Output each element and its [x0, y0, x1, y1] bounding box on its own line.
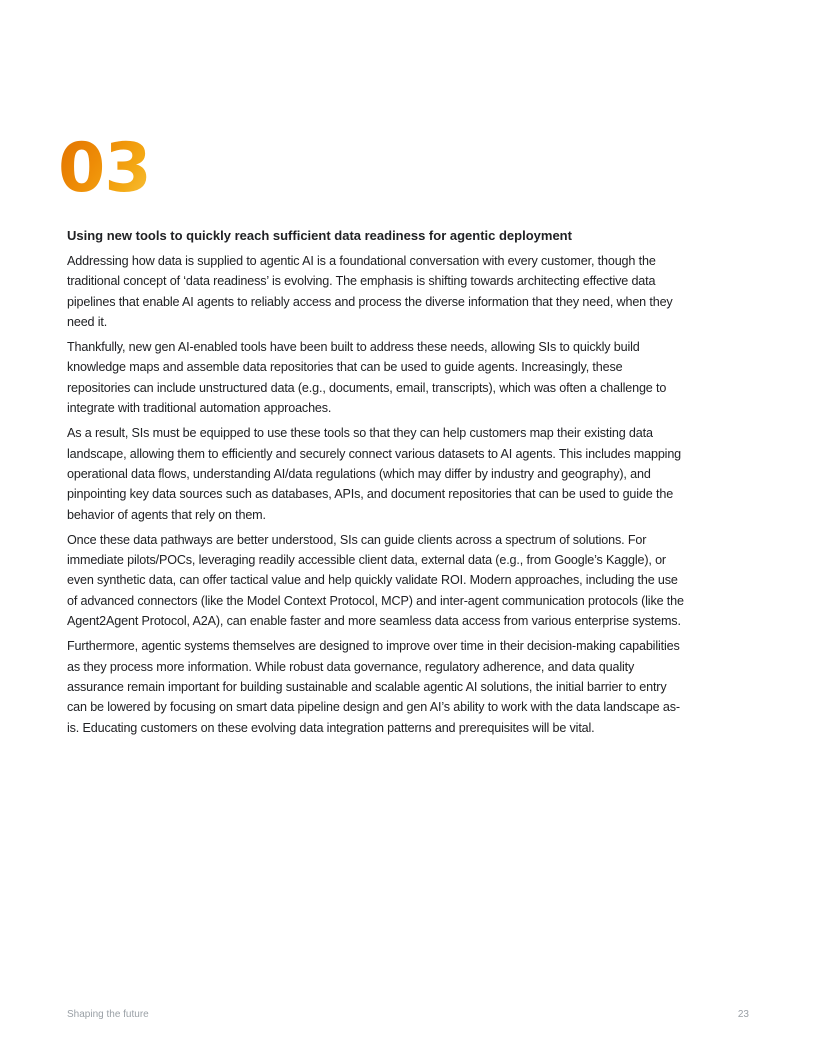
- paragraph-4: Once these data pathways are better understood, SIs can guide clients across a spectrum of solutions. For immediate pilots/POCs, leveraging readily accessible client data, external data (e.g., from Google’s Kaggle), or even synthetic data, can offer tactical value and help quickly validate ROI. Modern approaches, including the use of advanced connectors (like the Model Context Protocol, MCP) and inter-agent communication protocols (like the Agent2Agent Protocol, A2A), can enable faster and more seamless data access from various enterprise systems.: [67, 532, 684, 629]
- paragraph-2: Thankfully, new gen AI-enabled tools have been built to address these needs, allowing SIs to quickly build knowledge maps and assemble data repositories that can be used to guide agents. Increasingly, these repositories can include unstructured data (e.g., documents, email, transcripts), which was often a challenge to integrate with traditional automation approaches.: [67, 340, 667, 416]
- section-heading: Using new tools to quickly reach sufficient data readiness for agentic deployment: [67, 228, 572, 243]
- paragraph-3: As a result, SIs must be equipped to use these tools so that they can help customers map their existing data landscape, allowing them to efficiently and securely connect various datasets to AI agents. This includes mapping operational data flows, understanding AI/data regulations (which may differ by industry and geography), and pinpointing key data sources such as databases, APIs, and document repositories that can be used to guide the behavior of agents that rely on them.: [67, 426, 682, 522]
- paragraph-1: Addressing how data is supplied to agentic AI is a foundational conversation with every customer, though the traditional concept of ‘data readiness’ is evolving. The emphasis is shifting towards architecting effective data pipelines that enable AI agents to reliably access and process the diverse information that they need, when they need it.: [67, 254, 673, 329]
- page-number: 23: [737, 1009, 749, 1020]
- article-body: [67, 226, 687, 743]
- section-number: 03: [58, 126, 151, 212]
- footer-title: Shaping the future: [67, 1009, 149, 1020]
- paragraph-5: Furthermore, agentic systems themselves are designed to improve over time in their decision-making capabilities as they process more information. While robust data governance, regulatory adherence, and data quality assurance remain important for building sustainable and scalable agentic AI solutions, the initial barrier to entry can be lowered by focusing on smart data pipeline design and gen AI’s ability to work with the data landscape as-is. Educating customers on these evolving data integration patterns and prerequisites will be vital.: [67, 639, 680, 735]
